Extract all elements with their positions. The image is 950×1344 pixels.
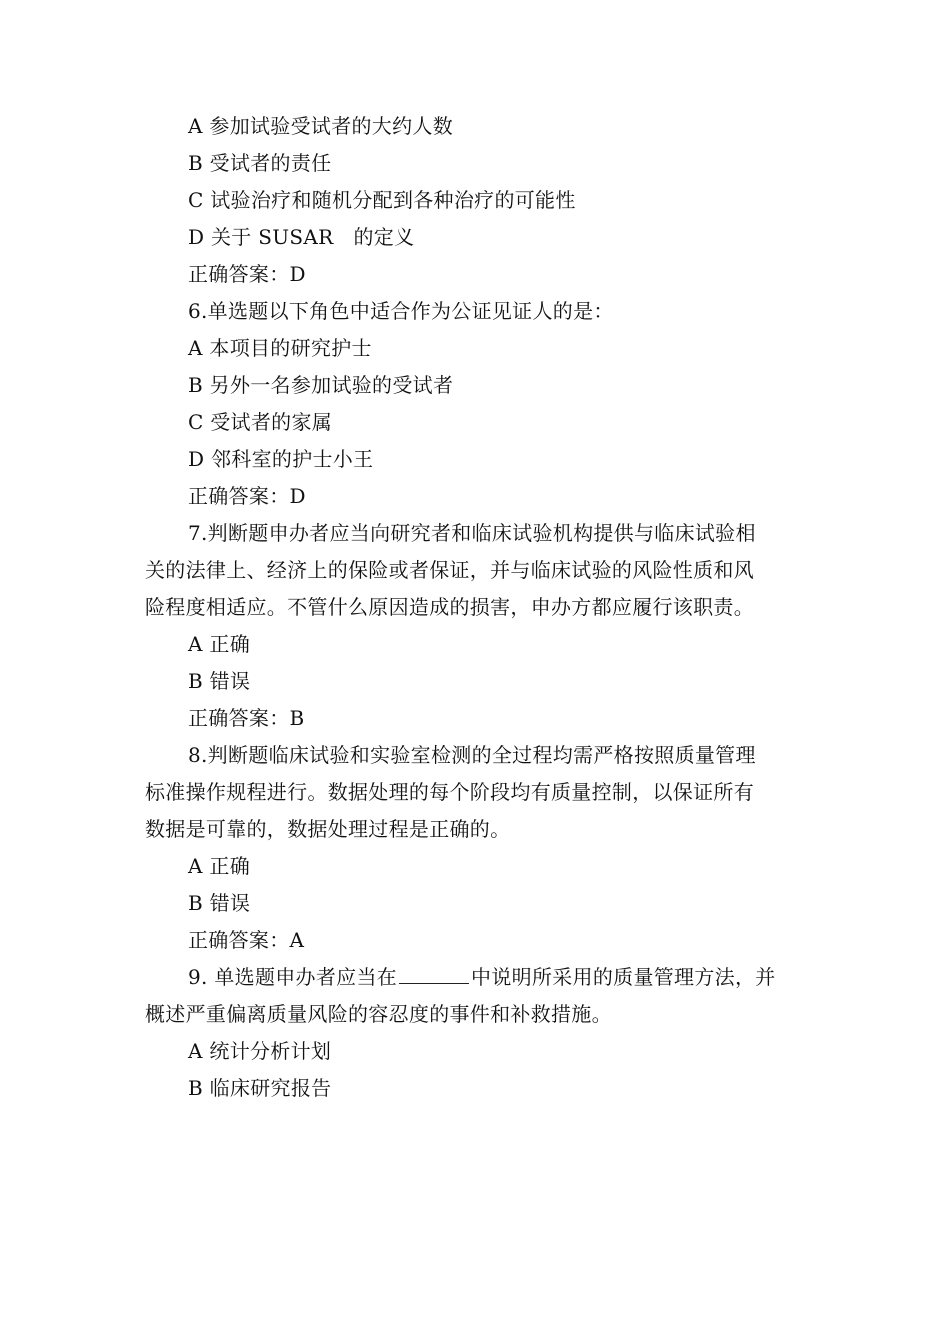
text-line: D 邻科室的护士小王 bbox=[188, 447, 374, 471]
question-line bbox=[145, 811, 817, 848]
text-line: 正确答案：D bbox=[188, 484, 306, 508]
question-line bbox=[145, 552, 817, 589]
text-line: B 另外一名参加试验的受试者 bbox=[188, 373, 454, 397]
question-line bbox=[145, 589, 817, 626]
option-line bbox=[145, 663, 817, 700]
text-line: D 关于 SUSAR 的定义 bbox=[188, 225, 415, 249]
option-line bbox=[145, 626, 817, 663]
option-line bbox=[145, 885, 817, 922]
option-line bbox=[145, 219, 817, 256]
option-line bbox=[145, 145, 817, 182]
answer-line bbox=[145, 256, 817, 293]
option-line bbox=[145, 108, 817, 145]
text-line: B 受试者的责任 bbox=[188, 151, 332, 175]
option-line bbox=[145, 1033, 817, 1070]
text-line: B 错误 bbox=[188, 669, 251, 693]
text-line: 正确答案：A bbox=[188, 928, 305, 952]
option-line bbox=[145, 404, 817, 441]
option-line bbox=[145, 1070, 817, 1107]
text-line: 8.判断题临床试验和实验室检测的全过程均需严格按照质量管理 bbox=[188, 743, 756, 767]
question-line bbox=[145, 996, 817, 1033]
text-line: 数据是可靠的，数据处理过程是正确的。 bbox=[145, 817, 511, 841]
text-line-suffix: 中说明所采用的质量管理方法，并 bbox=[471, 965, 776, 989]
answer-line bbox=[145, 700, 817, 737]
fill-in-blank bbox=[399, 965, 469, 984]
text-line: A 统计分析计划 bbox=[188, 1039, 332, 1063]
text-line: 正确答案：D bbox=[188, 262, 306, 286]
text-line: A 正确 bbox=[188, 854, 251, 878]
text-line: 标准操作规程进行。数据处理的每个阶段均有质量控制，以保证所有 bbox=[145, 780, 754, 804]
question-line bbox=[145, 959, 817, 996]
question-line bbox=[145, 515, 817, 552]
text-line: C 受试者的家属 bbox=[188, 410, 333, 434]
text-line: A 本项目的研究护士 bbox=[188, 336, 372, 360]
document-body bbox=[145, 108, 817, 1107]
text-line: 9. 单选题申办者应当在 bbox=[188, 965, 398, 989]
text-line: 6.单选题以下角色中适合作为公证见证人的是： bbox=[188, 299, 614, 323]
text-line: A 参加试验受试者的大约人数 bbox=[188, 114, 454, 138]
text-line: A 正确 bbox=[188, 632, 251, 656]
text-line: 概述严重偏离质量风险的容忍度的事件和补救措施。 bbox=[145, 1002, 612, 1026]
option-line bbox=[145, 848, 817, 885]
option-line bbox=[145, 441, 817, 478]
answer-line bbox=[145, 478, 817, 515]
option-line bbox=[145, 182, 817, 219]
text-line: 7.判断题申办者应当向研究者和临床试验机构提供与临床试验相 bbox=[188, 521, 756, 545]
text-line: C 试验治疗和随机分配到各种治疗的可能性 bbox=[188, 188, 576, 212]
question-line bbox=[145, 774, 817, 811]
text-line: 险程度相适应。不管什么原因造成的损害，申办方都应履行该职责。 bbox=[145, 595, 754, 619]
question-line bbox=[145, 737, 817, 774]
question-line bbox=[145, 293, 817, 330]
answer-line bbox=[145, 922, 817, 959]
text-line: B 临床研究报告 bbox=[188, 1076, 332, 1100]
text-line: 正确答案：B bbox=[188, 706, 305, 730]
option-line bbox=[145, 330, 817, 367]
option-line bbox=[145, 367, 817, 404]
text-line: B 错误 bbox=[188, 891, 251, 915]
text-line: 关的法律上、经济上的保险或者保证，并与临床试验的风险性质和风 bbox=[145, 558, 754, 582]
